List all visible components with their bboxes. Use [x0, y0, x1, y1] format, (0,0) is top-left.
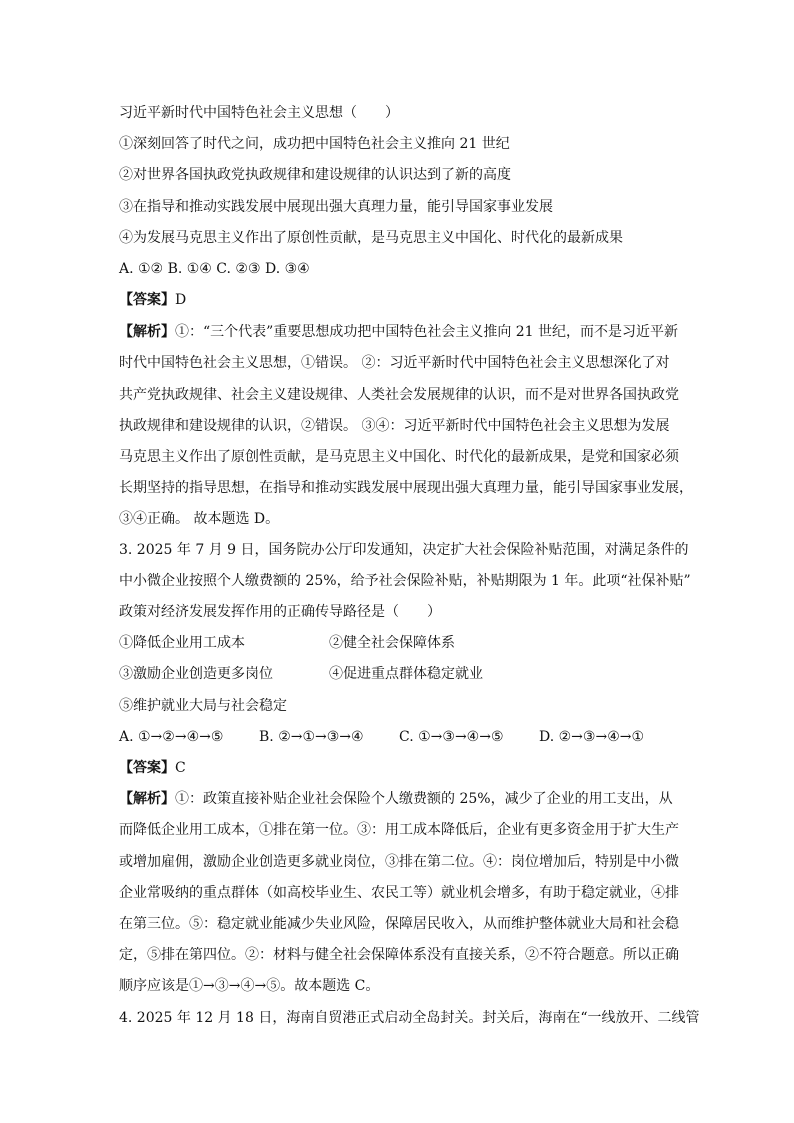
q2-analysis-line-7: ③④正确。 故本题选 D。 — [119, 511, 280, 527]
q3-answer — [119, 758, 186, 778]
q2-analysis-line-6: 长期坚持的指导思想，在指导和推动实践发展中展现出强大真理力量，能引导国家事业发展， — [119, 480, 693, 496]
q2-analysis-line-2: 时代中国特色社会主义思想，①错误。 ②：习近平新时代中国特色社会主义思想深化了对 — [119, 355, 670, 371]
q2-analysis-line-3: 共产党执政规律、社会主义建设规律、人类社会发展规律的认识，而不是对世界各国执政党 — [119, 387, 679, 403]
q3-item-2: ②健全社会保障体系 — [329, 635, 455, 651]
q2-item-2: ②对世界各国执政党执政规律和建设规律的认识达到了新的高度 — [119, 167, 511, 183]
q3-item-1: ①降低企业用工成本 — [119, 635, 245, 651]
analysis-text: ①：政策直接补贴企业社会保险个人缴费额的 25%，减少了企业的用工支出，从 — [175, 791, 673, 807]
q2-analysis-line-5: 马克思主义作出了原创性贡献，是马克思主义中国化、时代化的最新成果，是党和国家必须 — [119, 449, 679, 465]
answer-label: 【答案】 — [119, 292, 175, 308]
analysis-text: ①：“三个代表”重要思想成功把中国特色社会主义推向 21 世纪，而不是习近平新 — [175, 324, 679, 340]
q3-analysis-line-6: 定，⑤排在第四位。②：材料与健全社会保障体系没有直接关系，②不符合题意。所以正确 — [119, 947, 679, 963]
q3-stem-line-1: 3. 2025 年 7 月 9 日，国务院办公厅印发通知，决定扩大社会保险补贴范围，对满足条件的 — [119, 542, 689, 558]
q3-analysis-line-3: 或增加雇佣，激励企业创造更多就业岗位，③排在第二位。④：岗位增加后，特别是中小微 — [119, 854, 679, 870]
q3-analysis-line-5: 在第三位。⑤：稳定就业能减少失业风险，保障居民收入，从而维护整体就业大局和社会稳 — [119, 916, 679, 932]
q3-item-5: ⑤维护就业大局与社会稳定 — [119, 698, 287, 714]
q2-item-1: ①深刻回答了时代之问，成功把中国特色社会主义推向 21 世纪 — [119, 136, 510, 152]
q4-stem-line-1: 4. 2025 年 12 月 18 日，海南自贸港正式启动全岛封关。封关后，海南在“一线放开、二线管 — [119, 1010, 700, 1026]
q3-choice-d: D. ②→③→④→① — [539, 729, 645, 745]
answer-label: 【答案】 — [119, 760, 175, 776]
q3-analysis-line-7: 顺序应该是①→③→④→⑤。故本题选 C。 — [119, 978, 380, 994]
q3-choice-c: C. ①→③→④→⑤ — [399, 729, 504, 745]
q3-choice-a: A. ①→②→④→⑤ — [119, 729, 224, 745]
q3-item-3: ③激励企业创造更多岗位 — [119, 666, 273, 682]
q2-choices: A. ①② B. ①④ C. ②③ D. ③④ — [119, 261, 310, 277]
q3-analysis-line-4: 企业常吸纳的重点群体（如高校毕业生、农民工等）就业机会增多，有助于稳定就业，④排 — [119, 885, 679, 901]
q3-analysis-line-1 — [119, 789, 673, 809]
q3-item-4: ④促进重点群体稳定就业 — [329, 666, 483, 682]
q3-choice-b: B. ②→①→③→④ — [259, 729, 364, 745]
q3-analysis-line-2: 而降低企业用工成本，①排在第一位。③：用工成本降低后，企业有更多资金用于扩大生产 — [119, 822, 679, 838]
analysis-label: 【解析】 — [119, 791, 175, 807]
answer-value: D — [175, 292, 187, 308]
q3-stem-line-2: 中小微企业按照个人缴费额的 25%，给予社会保险补贴，补贴期限为 1 年。此项“社保补贴” — [119, 573, 691, 589]
q2-stem: 习近平新时代中国特色社会主义思想（ ） — [119, 105, 399, 121]
q2-item-3: ③在指导和推动实践发展中展现出强大真理力量，能引导国家事业发展 — [119, 199, 553, 215]
q3-stem-line-3: 政策对经济发展发挥作用的正确传导路径是（ ） — [119, 604, 441, 620]
q2-item-4: ④为发展马克思主义作出了原创性贡献，是马克思主义中国化、时代化的最新成果 — [119, 230, 623, 246]
q2-analysis-line-4: 执政规律和建设规律的认识，②错误。 ③④：习近平新时代中国特色社会主义思想为发展 — [119, 418, 670, 434]
answer-value: C — [175, 760, 186, 776]
q2-analysis-line-1 — [119, 322, 678, 342]
q2-answer — [119, 290, 186, 310]
analysis-label: 【解析】 — [119, 324, 175, 340]
